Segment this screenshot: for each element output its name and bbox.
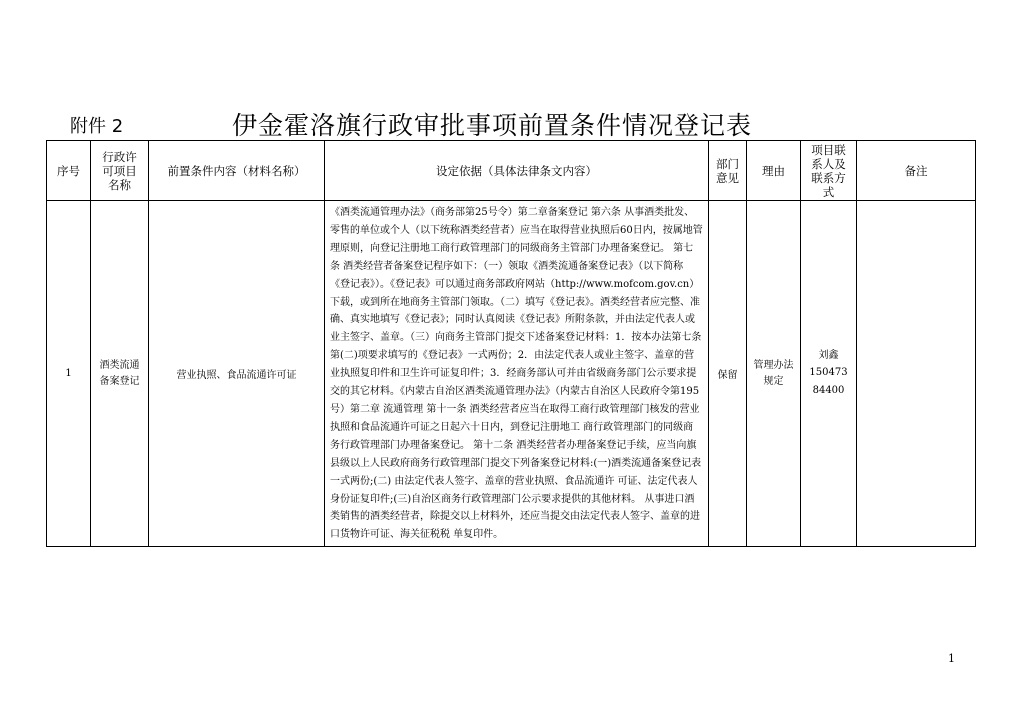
cell-remarks <box>857 201 976 547</box>
cell-dept-opinion: 保留 <box>709 201 747 547</box>
registration-table <box>46 140 976 547</box>
header-precondition: 前置条件内容（材料名称） <box>149 141 325 201</box>
header-contact: 项目联系人及联系方式 <box>801 141 857 201</box>
contact-phone: 15047384400 <box>809 366 848 396</box>
contact-name: 刘鑫 <box>818 349 839 361</box>
header-basis: 设定依据（具体法律条文内容） <box>325 141 709 201</box>
cell-basis: 《酒类流通管理办法》（商务部第25号令）第二章备案登记 第六条 从事酒类批发、零售的单位或个人（以下统称酒类经营者）应当在取得营业执照后60日内，按属地管理原则，向登记注册地工商行政管理部门的同级商务主管部门办理备案登记。 第七条 酒类经营者备案登记程序如下：（一）领取《酒类流通备案登记表》（以下简称《登记表》）。《登记表》可以通过商务部政府网站（http://www.mofcom.gov.cn）下载，或到所在地商务主管部门领取。（二）填写《登记表》。酒类经营者应完整、准确、真实地填写《登记表》；同时认真阅读《登记表》所附条款，并由法定代表人或业主签字、盖章。（三）向商务主管部门提交下述备案登记材料：1．按本办法第七条第(二)项要求填写的《登记表》一式两份；2．由法定代表人或业主签字、盖章的营业执照复印件和卫生许可证复印件；3．经商务部认可并由省级商务部门公示要求提交的其它材料。《内蒙古自治区酒类流通管理办法》（内蒙古自治区人民政府令第195号）第二章 流通管理 第十一条 酒类经营者应当在取得工商行政管理部门核发的营业执照和食品流通许可证之日起六十日内，到登记注册地工 商行政管理部门的同级商务行政管理部门办理备案登记。 第十二条 酒类经营者办理备案登记手续，应当向旗县级以上人民政府商务行政管理部门提交下列备案登记材料:(一)酒类流通备案登记表一式两份;(二) 由法定代表人签字、盖章的营业执照、食品流通许 可证、法定代表人身份证复印件;(三)自治区商务行政管理部门公示要求提供的其他材料。 从事进口酒类销售的酒类经营者，除提交以上材料外，还应当提交由法定代表人签字、盖章的进口货物许可证、海关征税税 单复印件。 <box>325 201 709 547</box>
table-row <box>47 201 976 547</box>
cell-item-name: 酒类流通备案登记 <box>91 201 149 547</box>
cell-seq: 1 <box>47 201 91 547</box>
cell-precondition: 营业执照、食品流通许可证 <box>149 201 325 547</box>
document-title: 伊金霍洛旗行政审批事项前置条件情况登记表 <box>232 111 753 140</box>
page-number: 1 <box>948 652 955 665</box>
header-reason: 理由 <box>747 141 801 201</box>
header-remarks: 备注 <box>857 141 976 201</box>
cell-reason: 管理办法规定 <box>747 201 801 547</box>
cell-contact <box>801 201 857 547</box>
header-item-name: 行政许可项目名称 <box>91 141 149 201</box>
attachment-label: 附件 2 <box>70 116 124 137</box>
header-dept-opinion: 部门意见 <box>709 141 747 201</box>
table-header-row <box>47 141 976 201</box>
header-seq: 序号 <box>47 141 91 201</box>
